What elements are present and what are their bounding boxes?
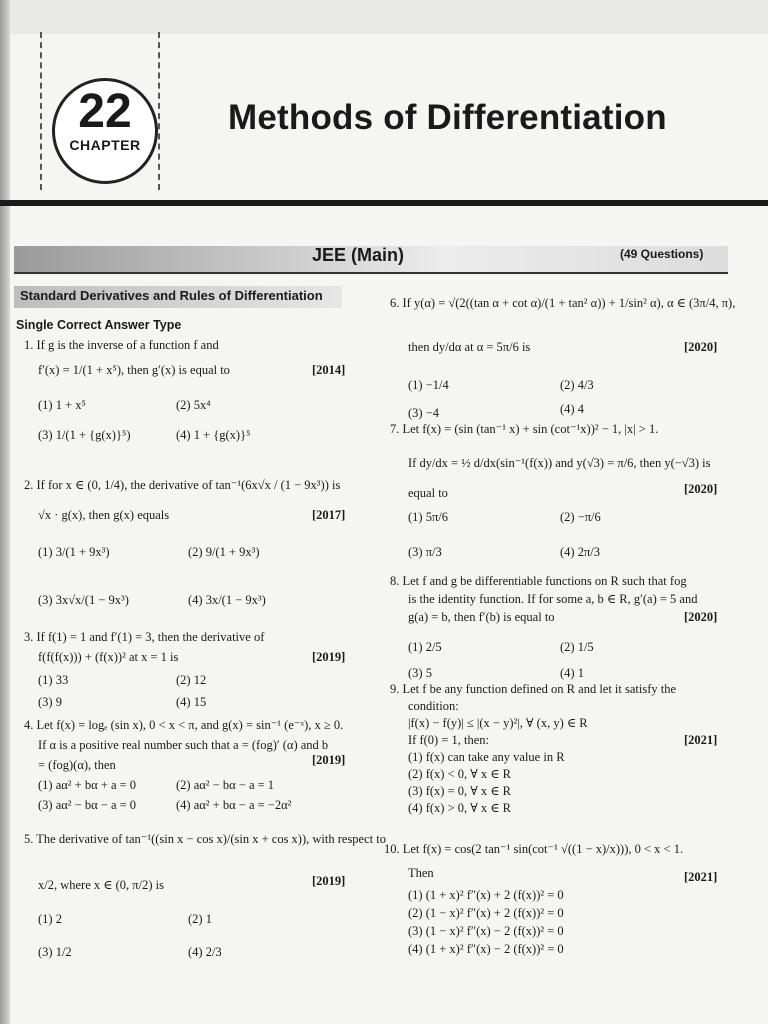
q9-option-1: (1) f(x) can take any value in R bbox=[408, 750, 565, 764]
q2-stem: 2. If for x ∈ (0, 1/4), the derivative of tan⁻¹(6x√x / (1 − 9x³)) is bbox=[24, 478, 341, 492]
q6-continuation: then dy/dα at α = 5π/6 is bbox=[408, 340, 531, 354]
q7-option-3: (3) π/3 bbox=[408, 545, 442, 559]
q3-year: [2019] bbox=[312, 650, 346, 664]
q7-continuation-2: equal to bbox=[408, 486, 448, 500]
q8-year: [2020] bbox=[684, 610, 718, 624]
q8-option-1: (1) 2/5 bbox=[408, 640, 442, 654]
section-title: JEE (Main) bbox=[312, 245, 405, 265]
q6-option-2: (2) 4/3 bbox=[560, 378, 594, 392]
q7-option-2: (2) −π/6 bbox=[560, 510, 601, 524]
q1-option-4: (4) 1 + {g(x)}⁵ bbox=[176, 428, 251, 442]
q7-continuation-1: If dy/dx = ½ d/dx(sin⁻¹(f(x)) and y(√3) = π/6, then y(−√3) is bbox=[408, 456, 711, 470]
q6-option-3: (3) −4 bbox=[408, 406, 439, 420]
q3-option-2: (2) 12 bbox=[176, 673, 207, 687]
q5-option-1: (1) 2 bbox=[38, 912, 62, 926]
q10-year: [2021] bbox=[684, 870, 718, 884]
q9-year: [2021] bbox=[684, 733, 718, 747]
header-rule bbox=[0, 200, 768, 206]
q2-option-1: (1) 3/(1 + 9x³) bbox=[38, 545, 110, 559]
q3-option-1: (1) 33 bbox=[38, 673, 69, 687]
q3-stem: 3. If f(1) = 1 and f′(1) = 3, then the derivative of bbox=[24, 630, 265, 644]
q4-option-2: (2) aα² − bα − a = 1 bbox=[176, 778, 275, 792]
book-spine bbox=[0, 0, 10, 1024]
q7-year: [2020] bbox=[684, 482, 718, 496]
q5-option-2: (2) 1 bbox=[188, 912, 212, 926]
q4-year: [2019] bbox=[312, 753, 346, 767]
q9-option-2: (2) f(x) < 0, ∀ x ∈ R bbox=[408, 767, 511, 781]
q2-continuation: √x · g(x), then g(x) equals bbox=[38, 508, 170, 522]
q2-option-2: (2) 9/(1 + 9x³) bbox=[188, 545, 260, 559]
q5-stem: 5. The derivative of tan⁻¹((sin x − cos x)/(sin x + cos x)), with respect to bbox=[24, 832, 386, 846]
q8-option-4: (4) 1 bbox=[560, 666, 584, 680]
question-type-heading: Single Correct Answer Type bbox=[16, 318, 182, 332]
q9-stem: 9. Let f be any function defined on R and let it satisfy the bbox=[390, 682, 677, 696]
q9-continuation-2: |f(x) − f(y)| ≤ |(x − y)²|, ∀ (x, y) ∈ R bbox=[408, 716, 588, 730]
q10-option-3: (3) (1 − x)² f″(x) − 2 (f(x))² = 0 bbox=[408, 924, 564, 938]
q1-condition: f′(x) = 1/(1 + x⁵), then g′(x) is equal to bbox=[38, 363, 230, 377]
q4-option-1: (1) aα² + bα + a = 0 bbox=[38, 778, 137, 792]
q4-option-4: (4) aα² + bα − a = −2α² bbox=[176, 798, 292, 812]
chapter-title: Methods of Differentiation bbox=[228, 98, 667, 137]
q6-option-1: (1) −1/4 bbox=[408, 378, 449, 392]
q6-stem: 6. If y(α) = √(2((tan α + cot α)/(1 + tan² α)) + 1/sin² α), α ∈ (3π/4, π), bbox=[390, 296, 736, 310]
q9-continuation-1: condition: bbox=[408, 699, 459, 713]
q7-stem: 7. Let f(x) = (sin (tan⁻¹ x) + sin (cot⁻¹x))² − 1, |x| > 1. bbox=[390, 422, 659, 436]
chapter-label: CHAPTER bbox=[69, 137, 141, 153]
q6-year: [2020] bbox=[684, 340, 718, 354]
q10-option-4: (4) (1 + x)² f″(x) − 2 (f(x))² = 0 bbox=[408, 942, 564, 956]
q1-option-3: (3) 1/(1 + {g(x)}⁵) bbox=[38, 428, 131, 442]
q4-continuation-1: If α is a positive real number such that a = (fog)′ (α) and b bbox=[38, 738, 329, 752]
q4-option-3: (3) aα² − bα − a = 0 bbox=[38, 798, 137, 812]
q7-option-1: (1) 5π/6 bbox=[408, 510, 448, 524]
q10-option-2: (2) (1 − x)² f″(x) + 2 (f(x))² = 0 bbox=[408, 906, 564, 920]
q8-continuation-1: is the identity function. If for some a, b ∈ R, g′(a) = 5 and bbox=[408, 592, 698, 606]
q2-option-3: (3) 3x√x/(1 − 9x³) bbox=[38, 593, 129, 607]
q3-option-3: (3) 9 bbox=[38, 695, 62, 709]
subsection-title: Standard Derivatives and Rules of Differentiation bbox=[20, 288, 323, 303]
q10-stem: 10. Let f(x) = cos(2 tan⁻¹ sin(cot⁻¹ √((1 − x)/x))), 0 < x < 1. bbox=[384, 842, 684, 856]
q1-year: [2014] bbox=[312, 363, 346, 377]
q1-option-2: (2) 5x⁴ bbox=[176, 398, 211, 412]
q10-option-1: (1) (1 + x)² f″(x) + 2 (f(x))² = 0 bbox=[408, 888, 564, 902]
q1-stem: 1. If g is the inverse of a function f and bbox=[24, 338, 219, 352]
q8-option-2: (2) 1/5 bbox=[560, 640, 594, 654]
top-margin bbox=[0, 0, 768, 34]
q6-option-4: (4) 4 bbox=[560, 402, 584, 416]
q10-continuation: Then bbox=[408, 866, 434, 880]
q5-year: [2019] bbox=[312, 874, 346, 888]
chapter-number: 22 bbox=[78, 85, 132, 138]
q8-stem: 8. Let f and g be differentiable functions on R such that fog bbox=[390, 574, 687, 588]
q1-option-1: (1) 1 + x⁵ bbox=[38, 398, 86, 412]
q3-option-4: (4) 15 bbox=[176, 695, 207, 709]
q9-continuation-3: If f(0) = 1, then: bbox=[408, 733, 489, 747]
q7-option-4: (4) 2π/3 bbox=[560, 545, 600, 559]
q3-continuation: f(f(f(x))) + (f(x))² at x = 1 is bbox=[38, 650, 179, 664]
q5-option-4: (4) 2/3 bbox=[188, 945, 222, 959]
q5-continuation: x/2, where x ∈ (0, π/2) is bbox=[38, 878, 164, 892]
q9-option-4: (4) f(x) > 0, ∀ x ∈ R bbox=[408, 801, 511, 815]
q5-option-3: (3) 1/2 bbox=[38, 945, 72, 959]
q4-stem: 4. Let f(x) = logₑ (sin x), 0 < x < π, and g(x) = sin⁻¹ (e⁻ˣ), x ≥ 0. bbox=[24, 718, 344, 732]
q8-option-3: (3) 5 bbox=[408, 666, 432, 680]
q4-continuation-2: = (fog)(α), then bbox=[38, 758, 116, 772]
q2-option-4: (4) 3x/(1 − 9x³) bbox=[188, 593, 266, 607]
q9-option-3: (3) f(x) = 0, ∀ x ∈ R bbox=[408, 784, 511, 798]
question-count: (49 Questions) bbox=[620, 247, 704, 261]
q2-year: [2017] bbox=[312, 508, 346, 522]
q8-continuation-2: g(a) = b, then f′(b) is equal to bbox=[408, 610, 555, 624]
chapter-badge bbox=[52, 78, 158, 184]
